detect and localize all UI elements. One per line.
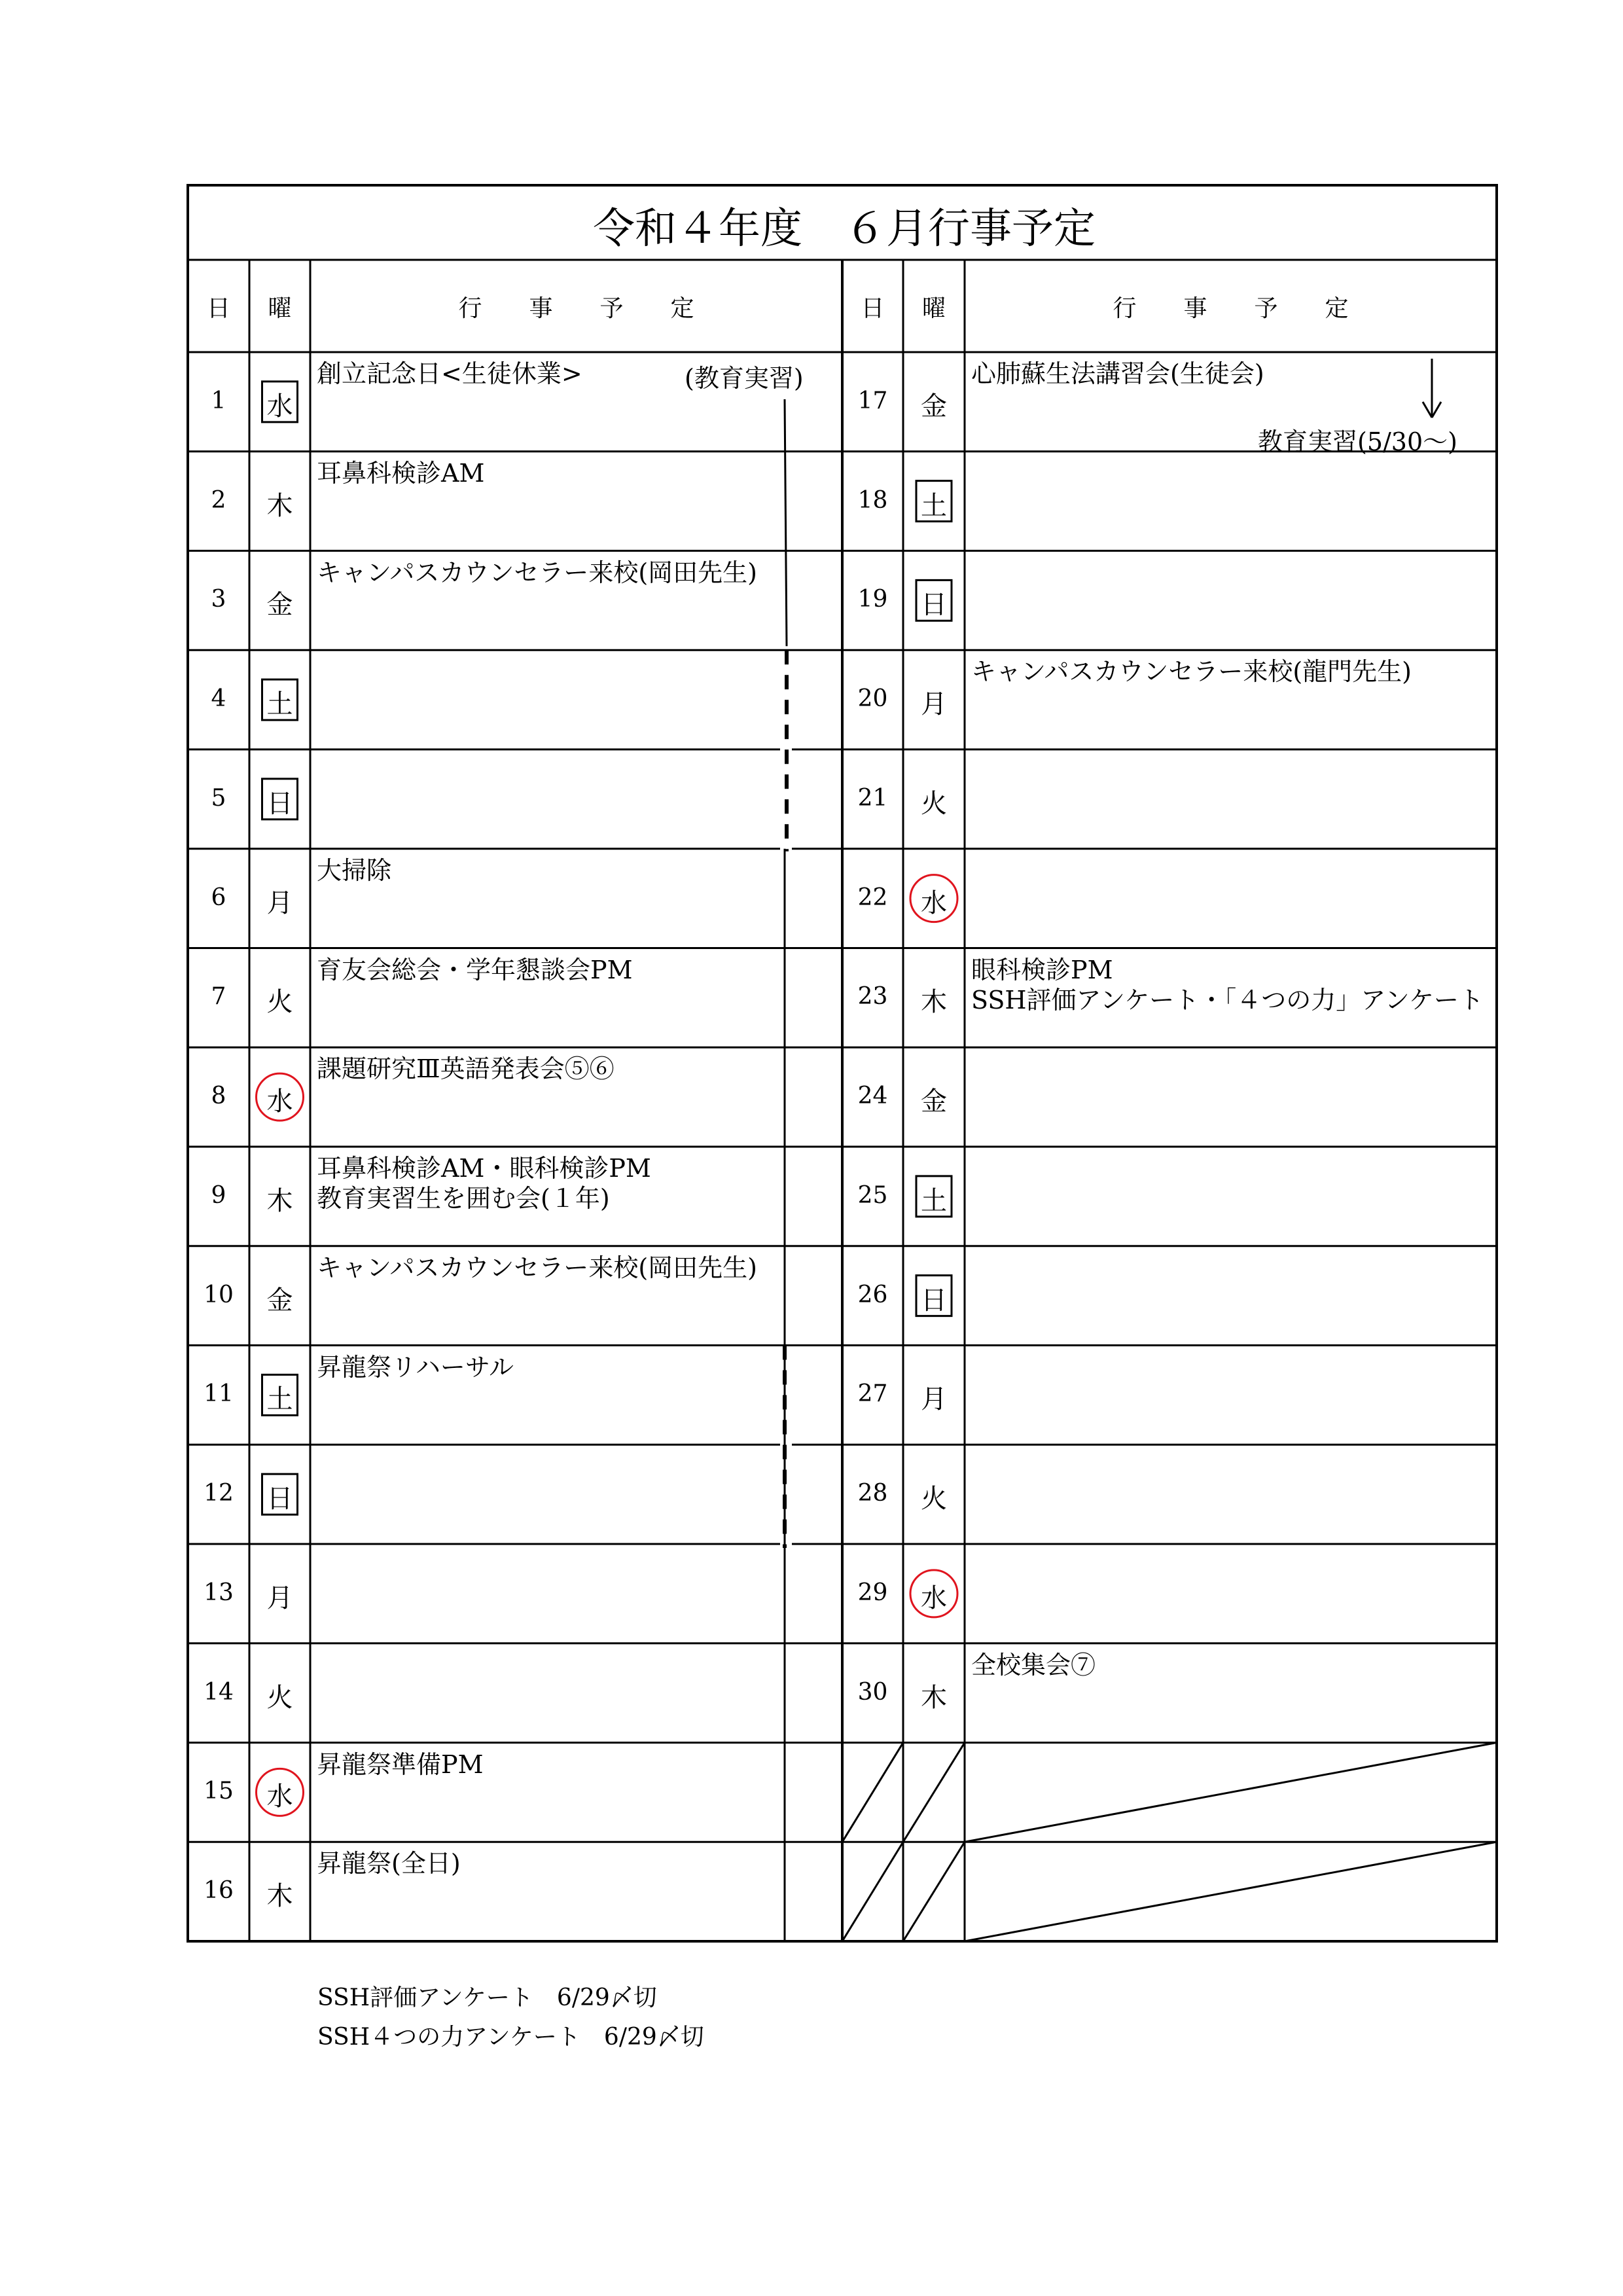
weekday-label: 月 (921, 689, 947, 720)
weekday-label: 金 (266, 590, 293, 620)
day-number: 3 (211, 586, 226, 613)
day-number: 28 (857, 1480, 888, 1507)
header-day: 日 (206, 295, 230, 322)
event-text: 課題研究Ⅲ英語発表会⑤⑥ (317, 1054, 615, 1084)
weekday-label: 土 (266, 1384, 293, 1415)
header-weekday: 曜 (268, 295, 292, 322)
event-text: SSH評価アンケート・「４つの力」アンケート (971, 985, 1484, 1014)
day-number: 14 (204, 1678, 234, 1706)
practicum-solid-line (785, 399, 787, 646)
empty-cell-slash (842, 1743, 903, 1842)
event-text: 全校集会⑦ (971, 1650, 1096, 1679)
empty-cell-slash (965, 1743, 1497, 1842)
weekday-label: 日 (266, 788, 293, 819)
event-text: 育友会総会・学年懇談会PM (317, 955, 633, 984)
page-title: 令和４年度 ６月行事予定 (593, 205, 1096, 253)
event-text: 昇龍祭準備PM (317, 1749, 484, 1779)
day-number: 24 (857, 1083, 888, 1110)
day-number: 6 (211, 884, 226, 911)
day-number: 22 (857, 884, 888, 911)
day-number: 1 (211, 387, 226, 414)
day-number: 23 (857, 983, 888, 1011)
event-text: 昇龍祭リハーサル (317, 1352, 514, 1382)
practicum-left-label: (教育実習) (685, 364, 804, 393)
weekday-label: 火 (921, 1484, 947, 1515)
header-events: 行 事 予 定 (1113, 295, 1349, 322)
header-weekday: 曜 (921, 295, 946, 322)
weekday-label: 土 (266, 689, 293, 720)
day-number: 30 (857, 1678, 888, 1706)
weekday-label: 日 (921, 590, 947, 620)
day-number: 15 (204, 1778, 234, 1805)
day-number: 25 (857, 1181, 888, 1209)
weekday-label: 木 (921, 1682, 947, 1713)
event-text: 教育実習生を囲む会(１年) (317, 1184, 610, 1213)
empty-cell-slash (903, 1743, 965, 1842)
day-number: 20 (857, 685, 888, 713)
practicum-right-label: 教育実習(5/30～) (1258, 427, 1457, 456)
note-ssh-evaluation: SSH評価アンケート 6/29〆切 (317, 1984, 657, 2011)
weekday-label: 水 (266, 391, 293, 422)
weekday-label: 木 (921, 987, 947, 1018)
day-number: 16 (204, 1877, 234, 1905)
day-number: 13 (204, 1579, 234, 1606)
day-number: 18 (857, 486, 888, 514)
day-number: 17 (857, 387, 888, 414)
weekday-label: 土 (921, 490, 947, 521)
day-number: 21 (857, 784, 888, 812)
day-number: 10 (204, 1281, 234, 1308)
day-number: 4 (211, 685, 226, 713)
weekday-label: 金 (921, 391, 947, 422)
weekday-label: 金 (266, 1285, 293, 1316)
event-text: キャンパスカウンセラー来校(岡田先生) (317, 1253, 757, 1282)
weekday-label: 火 (266, 987, 293, 1018)
empty-cell-slash (842, 1842, 903, 1941)
note-ssh-four-powers: SSH４つの力アンケート 6/29〆切 (317, 2024, 704, 2051)
weekday-label: 金 (921, 1086, 947, 1117)
weekday-label: 水 (266, 1782, 293, 1812)
weekday-label: 木 (266, 490, 293, 521)
event-text: 昇龍祭(全日) (317, 1849, 461, 1878)
event-text: 創立記念日<生徒休業> (317, 359, 582, 388)
weekday-label: 木 (266, 1185, 293, 1216)
day-number: 19 (857, 586, 888, 613)
weekday-label: 月 (266, 888, 293, 918)
day-number: 26 (857, 1281, 888, 1308)
event-text: キャンパスカウンセラー来校(岡田先生) (317, 558, 757, 587)
day-number: 27 (857, 1380, 888, 1408)
weekday-label: 水 (921, 1583, 947, 1613)
header-day: 日 (861, 295, 885, 322)
event-text: 心肺蘇生法講習会(生徒会) (971, 359, 1264, 388)
event-text: 眼科検診PM (971, 955, 1113, 984)
event-text: 大掃除 (317, 855, 392, 885)
day-number: 12 (204, 1480, 234, 1507)
event-text: キャンパスカウンセラー来校(龍門先生) (971, 657, 1412, 687)
weekday-label: 木 (266, 1881, 293, 1912)
weekday-label: 日 (266, 1484, 293, 1515)
day-number: 5 (211, 784, 226, 812)
empty-cell-slash (903, 1842, 965, 1941)
practicum-arrow-head (1423, 402, 1432, 418)
weekday-label: 土 (921, 1185, 947, 1216)
day-number: 8 (211, 1083, 226, 1110)
header-events: 行 事 予 定 (458, 295, 694, 322)
practicum-arrow-head (1432, 402, 1441, 418)
event-text: 耳鼻科検診AM (317, 458, 485, 488)
weekday-label: 月 (921, 1384, 947, 1415)
day-number: 11 (204, 1380, 234, 1408)
weekday-label: 火 (921, 788, 947, 819)
event-text: 耳鼻科検診AM・眼科検診PM (317, 1154, 651, 1183)
day-number: 7 (211, 983, 226, 1011)
weekday-label: 日 (921, 1285, 947, 1316)
empty-cell-slash (965, 1842, 1497, 1941)
weekday-label: 火 (266, 1682, 293, 1713)
day-number: 2 (211, 486, 226, 514)
day-number: 9 (211, 1181, 226, 1209)
weekday-label: 水 (921, 888, 947, 918)
weekday-label: 月 (266, 1583, 293, 1613)
weekday-label: 水 (266, 1086, 293, 1117)
day-number: 29 (857, 1579, 888, 1606)
